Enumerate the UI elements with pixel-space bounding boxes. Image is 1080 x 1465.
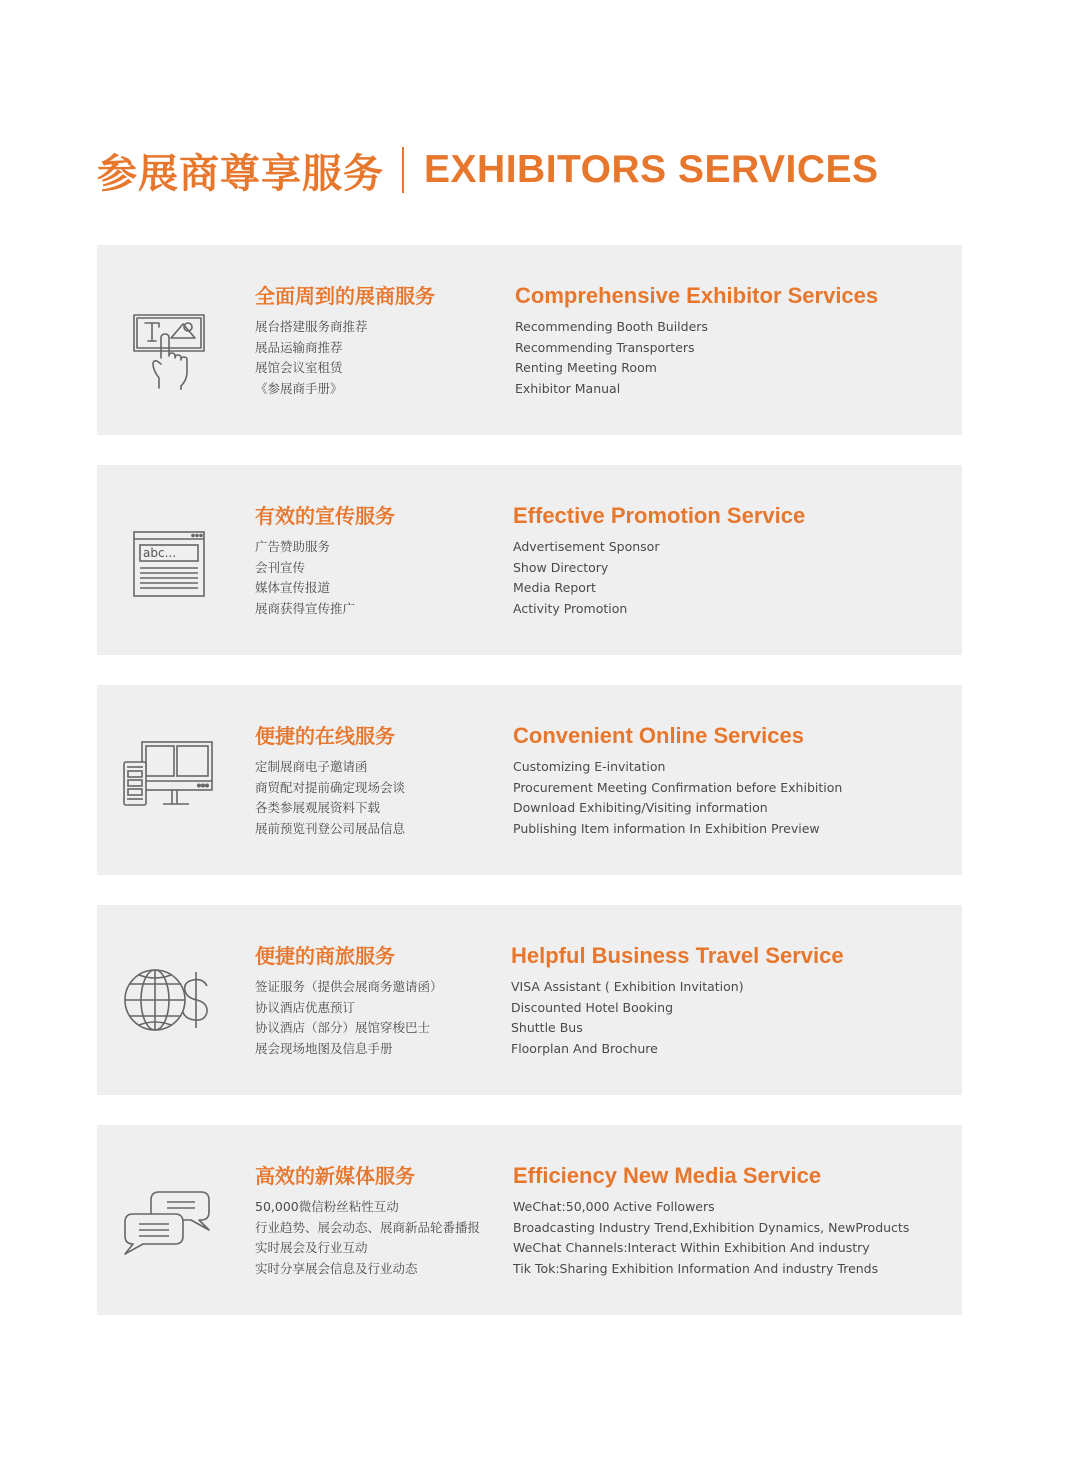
page-header (97, 140, 879, 200)
cn-column (255, 941, 495, 1059)
list-item: 协议酒店优惠预订 (255, 999, 356, 1015)
page-title-cn: 参展商尊享服务 (97, 150, 384, 197)
en-column (511, 941, 951, 1059)
list-item: Floorplan And Brochure (511, 1040, 658, 1056)
service-title-cn: 便捷的商旅服务 (255, 944, 395, 968)
en-list (511, 977, 951, 1059)
en-list (513, 537, 953, 619)
list-item: Customizing E-invitation (513, 759, 666, 774)
page-title-en: EXHIBITORS SERVICES (424, 148, 879, 191)
service-card-exhibitor (97, 245, 962, 435)
list-item: Discounted Hotel Booking (511, 999, 673, 1015)
cn-list (255, 317, 495, 399)
devices-icon (119, 730, 217, 830)
list-item: Show Directory (513, 559, 609, 575)
cn-list (255, 757, 495, 839)
list-item: 展会现场地图及信息手册 (255, 1040, 393, 1056)
service-title-en: Comprehensive Exhibitor Services (515, 283, 879, 308)
touch-billboard-icon (119, 290, 217, 390)
list-item: WeChat:50,000 Active Followers (513, 1199, 715, 1214)
service-card-travel (97, 905, 962, 1095)
list-item: 展品运输商推荐 (255, 339, 343, 355)
list-item: 实时分享展会信息及行业动态 (255, 1260, 418, 1276)
service-card-promotion (97, 465, 962, 655)
cn-list (255, 977, 495, 1059)
title-divider (402, 147, 404, 193)
list-item: 50,000微信粉丝粘性互动 (255, 1199, 399, 1214)
list-item: 广告赞助服务 (255, 539, 331, 554)
list-item: Shuttle Bus (511, 1020, 583, 1035)
list-item: 定制展商电子邀请函 (255, 759, 368, 774)
webpage-text-icon (119, 510, 217, 610)
list-item: Procurement Meeting Confirmation before Exhibition (513, 779, 843, 795)
list-item: 协议酒店（部分）展馆穿梭巴士 (255, 1020, 431, 1035)
service-card-online (97, 685, 962, 875)
cn-list (255, 537, 495, 619)
en-column (513, 1161, 953, 1279)
list-item: Tik Tok:Sharing Exhibition Information And industry Trends (513, 1260, 879, 1276)
list-item: Publishing Item information In Exhibition Preview (513, 820, 820, 836)
list-item: 签证服务（提供会展商务邀请函） (255, 979, 443, 994)
service-card-new-media (97, 1125, 962, 1315)
cn-list (255, 1197, 495, 1279)
list-item: Activity Promotion (513, 600, 628, 616)
list-item: Download Exhibiting/Visiting information (513, 800, 768, 815)
service-title-cn: 有效的宣传服务 (255, 504, 395, 528)
list-item: Renting Meeting Room (515, 360, 657, 375)
service-title-en: Convenient Online Services (513, 723, 804, 748)
list-item: WeChat Channels:Interact Within Exhibition And industry (513, 1240, 870, 1255)
list-item: Exhibitor Manual (515, 380, 621, 396)
list-item: Advertisement Sponsor (513, 539, 660, 554)
en-column (515, 281, 955, 399)
list-item: Recommending Transporters (515, 339, 695, 355)
list-item: 会刊宣传 (255, 559, 306, 575)
list-item: VISA Assistant ( Exhibition Invitation) (511, 979, 744, 994)
list-item: 展台搭建服务商推荐 (255, 319, 368, 334)
service-title-cn: 便捷的在线服务 (255, 724, 395, 748)
en-list (513, 1197, 953, 1279)
list-item: 行业趋势、展会动态、展商新品轮番播报 (255, 1219, 481, 1235)
chat-bubbles-icon (119, 1170, 217, 1270)
service-title-en: Efficiency New Media Service (513, 1163, 822, 1188)
cn-column (255, 721, 495, 839)
service-title-cn: 高效的新媒体服务 (255, 1164, 415, 1188)
service-title-cn: 全面周到的展商服务 (255, 284, 435, 308)
en-column (513, 721, 953, 839)
en-list (513, 757, 953, 839)
list-item: 各类参展观展资料下载 (255, 800, 381, 815)
list-item: 媒体宣传报道 (255, 580, 331, 595)
list-item: 展前预览刊登公司展品信息 (255, 820, 406, 836)
list-item: 实时展会及行业互动 (255, 1240, 368, 1255)
service-title-en: Helpful Business Travel Service (511, 943, 844, 968)
list-item: 商贸配对提前确定现场会谈 (255, 779, 406, 795)
icon-text: abc... (143, 546, 177, 560)
list-item: 《参展商手册》 (255, 380, 343, 396)
en-list (515, 317, 955, 399)
globe-dollar-icon (119, 950, 217, 1050)
cn-column (255, 1161, 495, 1279)
list-item: Recommending Booth Builders (515, 319, 708, 334)
cn-column (255, 281, 495, 399)
service-title-en: Effective Promotion Service (513, 503, 806, 528)
list-item: 展馆会议室租赁 (255, 360, 343, 375)
list-item: 展商获得宣传推广 (255, 600, 356, 616)
en-column (513, 501, 953, 619)
list-item: Broadcasting Industry Trend,Exhibition Dynamics, NewProducts (513, 1219, 910, 1235)
cn-column (255, 501, 495, 619)
list-item: Media Report (513, 580, 596, 595)
